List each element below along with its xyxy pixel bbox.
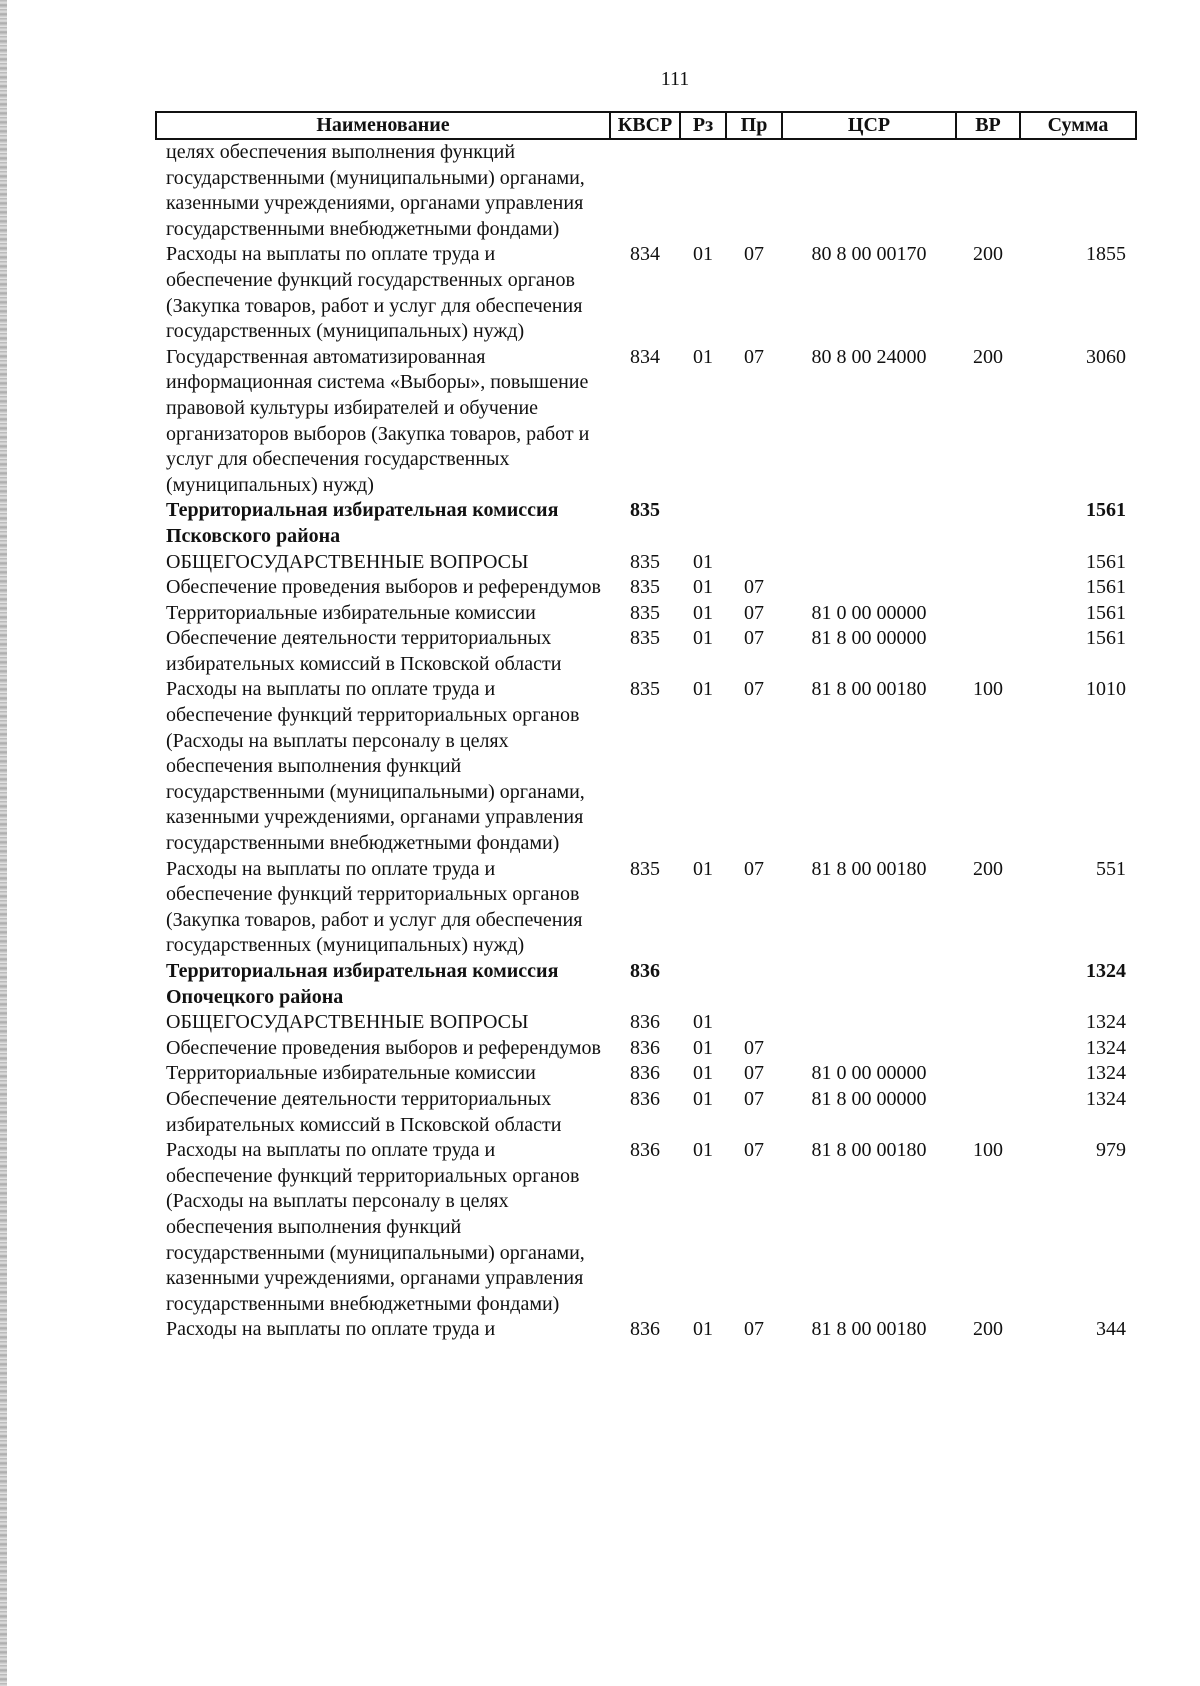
table-row [156, 959, 1136, 1010]
table-row [156, 575, 1136, 601]
cell-vr: 200 [973, 345, 1003, 368]
cell-kvsr: 835 [630, 499, 660, 522]
cell-rz: 01 [693, 601, 713, 624]
cell-pr [726, 139, 782, 242]
cell-name: Обеспечение проведения выборов и референдумов [166, 576, 601, 599]
cell-kvsr: 836 [630, 1318, 660, 1341]
page-number: 111 [660, 68, 690, 90]
cell-sum: 1561 [1086, 550, 1126, 573]
cell-vr [956, 626, 1020, 677]
cell-kvsr: 836 [630, 1011, 660, 1034]
cell-pr [726, 959, 782, 1010]
header-vr: ВР [956, 112, 1020, 139]
table-row [156, 498, 1136, 549]
cell-pr: 07 [744, 243, 764, 266]
table-row [156, 1036, 1136, 1062]
cell-pr: 07 [744, 1036, 764, 1059]
cell-sum: 1324 [1086, 960, 1126, 982]
cell-rz: 01 [693, 1318, 713, 1341]
cell-rz: 01 [693, 1139, 713, 1162]
cell-rz: 01 [693, 1062, 713, 1085]
cell-csr: 81 8 00 00180 [811, 1318, 927, 1341]
cell-csr [782, 575, 956, 601]
header-rz: Рз [680, 112, 726, 139]
cell-kvsr: 836 [630, 1087, 660, 1110]
cell-vr [956, 959, 1020, 1010]
cell-pr: 07 [744, 1139, 764, 1162]
cell-sum: 1855 [1086, 243, 1126, 266]
header-kvsr: КВСР [610, 112, 680, 139]
cell-sum: 1561 [1086, 627, 1126, 650]
table-row [156, 1317, 1136, 1343]
cell-kvsr: 835 [630, 550, 660, 573]
cell-sum: 979 [1096, 1139, 1126, 1162]
table-row [156, 1087, 1136, 1138]
cell-csr [782, 139, 956, 242]
cell-sum: 3060 [1086, 345, 1126, 368]
table-row [156, 550, 1136, 576]
cell-name: Обеспечение проведения выборов и референдумов [166, 1036, 601, 1059]
table-row [156, 857, 1136, 959]
cell-csr: 81 8 00 00180 [811, 857, 927, 880]
cell-name: Расходы на выплаты по оплате труда и обеспечение функций территориальных органов (Расходы на выплаты персоналу в целях обеспечения выполнения функций государственными (муниципальными) органами, казенными учреждениями, органами управления государственными внебюджетными фондами) [166, 1139, 585, 1315]
cell-name: Обеспечение деятельности территориальных избирательных комиссий в Псковской области [166, 1087, 562, 1136]
cell-name: Расходы на выплаты по оплате труда и обеспечение функций территориальных органов (Расходы на выплаты персоналу в целях обеспечения выполнения функций государственными (муниципальными) органами, казенными учреждениями, органами управления государственными внебюджетными фондами) [166, 678, 585, 855]
cell-sum: 1561 [1086, 499, 1126, 522]
cell-pr [726, 498, 782, 549]
cell-vr [956, 1087, 1020, 1138]
cell-csr: 80 8 00 24000 [811, 345, 927, 368]
cell-kvsr: 834 [630, 243, 660, 266]
table-row [156, 1010, 1136, 1036]
table-row [156, 242, 1136, 344]
cell-csr: 81 8 00 00000 [811, 627, 927, 650]
cell-csr: 81 0 00 00000 [811, 601, 927, 624]
cell-name: ОБЩЕГОСУДАРСТВЕННЫЕ ВОПРОСЫ [166, 550, 529, 573]
cell-rz: 01 [693, 550, 713, 573]
table-row [156, 626, 1136, 677]
cell-csr [782, 498, 956, 549]
cell-name: Территориальная избирательная комиссия Псковского района [166, 499, 559, 547]
header-name: Наименование [156, 112, 610, 139]
cell-rz: 01 [693, 243, 713, 266]
cell-name: Расходы на выплаты по оплате труда и обеспечение функций территориальных органов (Закупка товаров, работ и услуг для обеспечения государственных (муниципальных) нужд) [166, 857, 583, 957]
cell-pr: 07 [744, 1318, 764, 1341]
cell-csr [782, 1036, 956, 1062]
cell-rz [680, 498, 726, 549]
cell-kvsr: 835 [630, 857, 660, 880]
cell-vr: 200 [973, 857, 1003, 880]
cell-pr: 07 [744, 345, 764, 368]
cell-kvsr: 836 [630, 1139, 660, 1162]
cell-vr [956, 575, 1020, 601]
cell-pr: 07 [744, 1062, 764, 1085]
cell-pr: 07 [744, 576, 764, 599]
cell-vr [956, 550, 1020, 576]
table-header-row [156, 112, 1136, 139]
cell-rz: 01 [693, 678, 713, 701]
table-body [156, 139, 1136, 1343]
cell-pr [726, 1010, 782, 1036]
cell-vr [956, 1010, 1020, 1036]
cell-pr: 07 [744, 678, 764, 701]
cell-name: Расходы на выплаты по оплате труда и [166, 1318, 496, 1341]
cell-vr [956, 498, 1020, 549]
cell-csr [782, 959, 956, 1010]
cell-vr [956, 1061, 1020, 1087]
cell-vr: 100 [973, 678, 1003, 701]
cell-pr: 07 [744, 627, 764, 650]
cell-rz: 01 [693, 857, 713, 880]
cell-pr: 07 [744, 601, 764, 624]
cell-sum: 551 [1096, 857, 1126, 880]
cell-name: Территориальные избирательные комиссии [166, 601, 536, 624]
cell-csr: 81 8 00 00000 [811, 1087, 927, 1110]
table-row [156, 139, 1136, 242]
cell-csr: 81 0 00 00000 [811, 1062, 927, 1085]
cell-sum: 1561 [1086, 576, 1126, 599]
cell-name: Обеспечение деятельности территориальных избирательных комиссий в Псковской области [166, 627, 562, 675]
cell-name: Расходы на выплаты по оплате труда и обеспечение функций государственных органов (Закупка товаров, работ и услуг для обеспечения государственных (муниципальных) нужд) [166, 243, 583, 343]
cell-kvsr: 834 [630, 345, 660, 368]
cell-vr: 100 [973, 1139, 1003, 1162]
cell-kvsr: 835 [630, 678, 660, 701]
cell-name: Территориальная избирательная комиссия Опочецкого района [166, 960, 559, 1008]
cell-vr [956, 601, 1020, 627]
cell-kvsr: 835 [630, 601, 660, 624]
table-row [156, 345, 1136, 499]
cell-csr: 80 8 00 00170 [811, 243, 927, 266]
cell-vr: 200 [973, 243, 1003, 266]
cell-rz [680, 139, 726, 242]
cell-sum: 1324 [1086, 1062, 1126, 1085]
cell-vr [956, 139, 1020, 242]
cell-sum: 1324 [1086, 1087, 1126, 1110]
cell-name: целях обеспечения выполнения функций государственными (муниципальными) органами, казенными учреждениями, органами управления государственными внебюджетными фондами) [166, 141, 585, 240]
budget-table [155, 111, 1137, 1343]
cell-rz: 01 [693, 1087, 713, 1110]
cell-sum [1020, 139, 1136, 242]
cell-csr: 81 8 00 00180 [811, 1139, 927, 1162]
table-row [156, 1061, 1136, 1087]
cell-rz: 01 [693, 345, 713, 368]
table-row [156, 1138, 1136, 1317]
cell-rz: 01 [693, 1036, 713, 1059]
cell-rz [680, 959, 726, 1010]
cell-csr [782, 1010, 956, 1036]
cell-pr: 07 [744, 857, 764, 880]
cell-csr [782, 550, 956, 576]
cell-rz: 01 [693, 1011, 713, 1034]
cell-kvsr [610, 139, 680, 242]
scan-edge [0, 0, 7, 1686]
header-csr: ЦСР [782, 112, 956, 139]
cell-name: Территориальные избирательные комиссии [166, 1062, 536, 1085]
cell-sum: 1010 [1086, 678, 1126, 701]
cell-vr [956, 1036, 1020, 1062]
cell-kvsr: 836 [630, 960, 660, 982]
cell-pr: 07 [744, 1087, 764, 1110]
cell-sum: 1324 [1086, 1036, 1126, 1059]
table-row [156, 677, 1136, 856]
cell-name: ОБЩЕГОСУДАРСТВЕННЫЕ ВОПРОСЫ [166, 1011, 529, 1034]
cell-kvsr: 835 [630, 576, 660, 599]
cell-sum: 1561 [1086, 601, 1126, 624]
cell-csr: 81 8 00 00180 [811, 678, 927, 701]
cell-rz: 01 [693, 576, 713, 599]
cell-sum: 1324 [1086, 1011, 1126, 1034]
header-sum: Сумма [1020, 112, 1136, 139]
cell-vr: 200 [973, 1318, 1003, 1341]
table-row [156, 601, 1136, 627]
cell-rz: 01 [693, 627, 713, 650]
cell-kvsr: 836 [630, 1062, 660, 1085]
cell-kvsr: 835 [630, 627, 660, 650]
cell-pr [726, 550, 782, 576]
cell-name: Государственная автоматизированная информационная система «Выборы», повышение правовой культуры избирателей и обучение организаторов выборов (Закупка товаров, работ и услуг для обеспечения государственных (муниципальных) нужд) [166, 345, 590, 496]
cell-kvsr: 836 [630, 1036, 660, 1059]
header-pr: Пр [726, 112, 782, 139]
cell-sum: 344 [1096, 1318, 1126, 1341]
